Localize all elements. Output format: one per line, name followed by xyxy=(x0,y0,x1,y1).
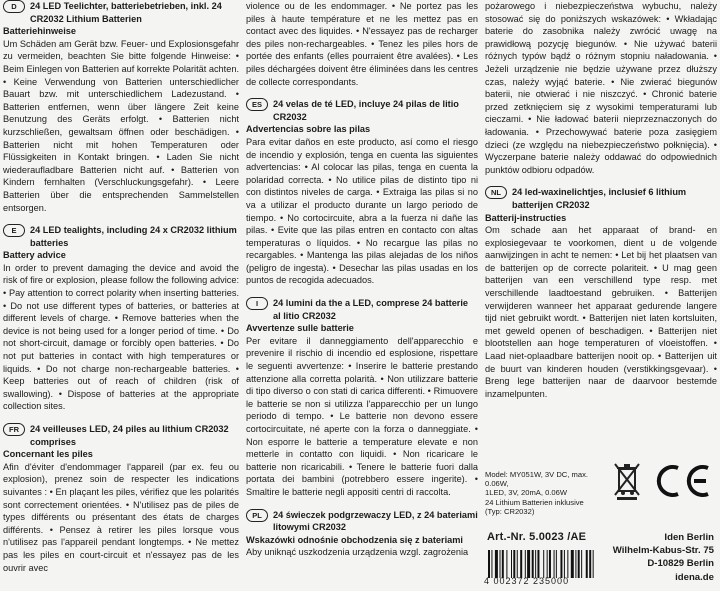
lang-badge: NL xyxy=(485,186,507,199)
section-pl-cont xyxy=(485,0,717,176)
section-en xyxy=(3,224,239,413)
barcode-bar xyxy=(532,550,534,578)
barcode-bar xyxy=(586,550,588,578)
section-body: Para evitar daños en este producto, así como el riesgo de incendio y explosión, tenga en cuenta las siguientes advertencias: • Al colocar las pilas, tenga en cuenta la polaridad correcta. • No utilice pilas de distinto tipo ni con distintos niveles de carga. • Extraiga las pilas si no va a utilizar el producto durante un largo periodo de tiempo. • No cortocircuite, abra a la fuerza ni dañe las pilas. • Evite que las pilas entren en contacto con altas temperaturas o líquidos. • No recargue las pilas no recargables. • Mantenga las pilas alejadas de los niños (peligro de ingesta). • Desechar las pilas usadas en los puntos de recogida adecuados. xyxy=(246,136,478,286)
barcode-bar xyxy=(589,550,591,578)
street: Wilhelm-Kabus-Str. 75 xyxy=(612,545,714,557)
city: D-10829 Berlin xyxy=(647,558,714,570)
section-title: 24 velas de té LED, incluye 24 pilas de litio CR2032 xyxy=(273,99,459,122)
barcode-bar xyxy=(564,550,565,578)
section-body: Om schade aan het apparaat of brand- en explosiegevaar te voorkomen, dient u de volgende aanwijzingen in acht te nemen: • Let bij het plaatsen van de batterijen op de correcte polariteit. • U mag geen batterijen van een verschillend type resp. met verschillende laadtoestand gebruiken. • Batterijen verwijderen wanneer het apparaat gedurende langere tijd niet gebruikt wordt. • Batterijen niet laten kortsluiten, met geweld openen of beschadigen. • Batterijen niet blootstellen aan hoge temperaturen of vloeistoffen. • Laad niet-oplaadbare batterijen nooit op. • Batterijen uit de buurt van kinderen houden (verstikkingsgevaar). • Breng lege batterijen naar de daarvoor bestemde inzamelpunten. xyxy=(485,225,717,399)
barcode xyxy=(488,550,626,578)
spec-line: 1LED, 3V, 20mA, 0.06W xyxy=(485,488,568,498)
lang-badge: I xyxy=(246,297,268,310)
section-subtitle: Concernant les piles xyxy=(3,449,93,460)
section-title: 24 veilleuses LED, 24 piles au lithium CR2032 comprises xyxy=(30,424,229,447)
barcode-bar xyxy=(527,550,530,578)
section-fr-cont xyxy=(246,0,478,88)
section-body: violence ou de les endommager. • Ne portez pas les piles à haute température et ne les mettez pas en contact avec des liquides. • N'essayez pas de recharger des piles non-rechargeables. • Tenez les piles hors de portée des enfants (elles pourraient être avalées). • Les piles déchargées doivent être éliminées dans les centres de collecte correspondants. xyxy=(246,1,478,87)
section-title: 24 LED tealights, including 24 x CR2032 lithium batteries xyxy=(30,225,237,248)
section-body: Aby uniknąć uszkodzenia urządzenia wzgl. zagrożenia xyxy=(246,547,469,558)
spec-line: Model: MY051W, 3V DC, max. 0.06W, xyxy=(485,470,588,489)
spec-line: (Typ: CR2032) xyxy=(485,506,535,516)
barcode-bar xyxy=(571,550,574,578)
barcode-bar xyxy=(554,550,555,578)
section-body: In order to prevent damaging the device and avoid the risk of fire or explosion, please follow the following advice: • Pay attention to correct polarity when inserting batteries. • Do not use different types of batteries, or batteries at different levels of charge. • Remove batteries when the device is not being used for a longer period of time. • Do not short-circuit, damage or forcibly open batteries. • Do not put batteries in contact with high temperatures or liquids. • Do not charge non-rechargeable batteries. • Keep batteries out of reach of children (risk of swallowing). • Dispose of batteries at the appropriate collection sites. xyxy=(3,262,239,412)
section-body: Um Schäden am Gerät bzw. Feuer- und Explosionsgefahr zu vermeiden, beachten Sie bitte folgende Hinweise: • Beim Einlegen von Batterien auf korrekte Polarität achten. • Keine Verwendung von Batterien unterschiedlicher Bauart bzw. mit unterschiedlichem Ladezustand. • Batterien entfernen, wenn über längere Zeit keine Benutzung des Geräts erfolgt. • Batterien nicht kurzschließen, gewaltsam öffnen oder beschädigen. • Batterien nicht mit hohen Temperaturen oder Flüssigkeiten in Kontakt bringen. • Laden Sie nicht wiederaufladbare Batterien nicht auf. • Batterien von Kindern fernhalten (Verschluckungsgefahr). • Leere Batterien über die entsprechenden Sammelstellen entsorgen. xyxy=(3,38,239,213)
lang-badge: D xyxy=(3,0,25,13)
barcode-bar xyxy=(506,550,507,578)
crossed-bin-icon xyxy=(612,461,642,501)
company-name: Iden Berlin xyxy=(664,532,714,543)
barcode-bar xyxy=(517,550,518,578)
section-subtitle: Avvertenze sulle batterie xyxy=(246,323,354,334)
section-title: 24 świeczek podgrzewaczy LED, z 24 bateriami litowymi CR2032 xyxy=(273,509,478,533)
barcode-bar xyxy=(488,550,490,578)
section-subtitle: Batteriehinweise xyxy=(3,26,77,37)
column-1 xyxy=(3,0,239,591)
lang-badge: PL xyxy=(246,509,268,522)
barcode-bar xyxy=(500,550,501,578)
address-block xyxy=(613,531,714,584)
section-body: Per evitare il danneggiamento dell'apparecchio e prevenire il rischio di incendio ed esplosione, rispettare le seguenti avvertenze: • Inserire le batterie prestando attenzione alla corretta polarità. • Non utilizzare batterie di tipo diverso o con stati di carica differenti. • Rimuovere le batterie se non si utilizza l'apparecchio per un lungo periodo di tempo. • Le batterie non devono essere cortocircuitate, né aperte con la forza o danneggiate. • Non esporre le batterie a temperature elevate e non metterle in contatto con liquidi. • Non ricaricare le batterie non ricaricabili. • Tenere le batterie fuori dalla portata dei bambini (potrebbero essere ingerite). • Smaltire le batterie negli appositi centri di raccolta. xyxy=(246,335,478,497)
barcode-bar xyxy=(567,550,568,578)
ce-mark-icon xyxy=(652,462,712,500)
barcode-bar xyxy=(513,550,515,578)
lang-badge: ES xyxy=(246,98,268,111)
section-subtitle: Advertencias sobre las pilas xyxy=(246,124,371,135)
section-title: 24 LED Teelichter, batteriebetrieben, inkl. 24 CR2032 Lithium Batterien xyxy=(30,1,222,24)
barcode-bar xyxy=(578,550,580,578)
section-subtitle: Batterij-instructies xyxy=(485,212,567,223)
section-subtitle: Wskazówki odnośnie obchodzenia się z bateriami xyxy=(246,534,463,545)
barcode-bar xyxy=(575,550,576,578)
section-title: 24 led-waxinelichtjes, inclusief 6 lithium batterijen CR2032 xyxy=(512,187,687,210)
barcode-bar xyxy=(581,550,582,578)
barcode-bar xyxy=(502,550,504,578)
barcode-bar xyxy=(491,550,492,578)
section-title: 24 lumini da the a LED, comprese 24 batterie al litio CR2032 xyxy=(273,298,469,321)
website: idena.de xyxy=(675,571,714,583)
barcode-bar xyxy=(543,550,544,578)
section-body: pożarowego i niebezpieczeństwa wybuchu, należy stosować się do poniższych wskazówek: • Wkładając baterie do zasobnika należy zwrócić uwagę na prawidłową pozycję biegunów. • Nie używać baterii różnych typów bądź o różnym stopniu naładowania. • Jeżeli urządzenie nie będzie używane przez dłuższy czas, należy wyjąć baterie. • Nie zwierać biegunów baterii, nie otwierać i nie niszczyć. • Chronić baterie przed zetknięciem się z wysokimi temperaturami lub cieczami. • Nie ładować baterii nieprzeznaczonych do ładowania. • Przechowywać baterie poza zasięgiem dzieci (ze względu na niebezpieczeństwo połknięcia). • Wyczerpane baterie należy oddawać do odpowiednich punktów odbioru odpadów. xyxy=(485,1,717,175)
section-it xyxy=(246,297,478,499)
section-subtitle: Battery advice xyxy=(3,250,66,261)
barcode-bar xyxy=(511,550,512,578)
barcode-bar xyxy=(547,550,548,578)
barcode-bar xyxy=(549,550,551,578)
article-number: Art.-Nr. 5.0023 /AE xyxy=(487,531,587,543)
section-de xyxy=(3,0,239,214)
barcode-bar xyxy=(593,550,594,578)
barcode-bar xyxy=(525,550,526,578)
spec-line: 24 Lithium Batterien inklusive xyxy=(485,497,584,507)
section-pl xyxy=(246,509,478,559)
barcode-bar xyxy=(560,550,562,578)
spec-block xyxy=(485,470,605,516)
section-nl xyxy=(485,186,717,400)
barcode-bar xyxy=(495,550,498,578)
barcode-number: 4 002372 235000 xyxy=(484,576,570,586)
barcode-bar xyxy=(535,550,536,578)
barcode-bar xyxy=(556,550,557,578)
barcode-bar xyxy=(520,550,522,578)
lang-badge: FR xyxy=(3,423,25,436)
lang-badge: E xyxy=(3,224,25,237)
column-2 xyxy=(246,0,478,591)
section-body: Afin d'éviter d'endommager l'appareil (par ex. feu ou explosion), prenez soin de respecter les indications suivantes : • En plaçant les piles, vérifiez que les polarités sont correctement orientées. • N'utilisez pas de piles de types différents ou présentant des états de charges différents. • Pensez à retirer les piles lorsque vous n'utilisez pas l'appareil pendant longtemps. • Ne mettez pas les piles en court-circuit et n'essayez pas de les ouvrir avec xyxy=(3,461,239,573)
section-fr xyxy=(3,423,239,574)
column-3 xyxy=(485,0,717,466)
barcode-bar xyxy=(537,550,539,578)
section-es xyxy=(246,98,478,287)
